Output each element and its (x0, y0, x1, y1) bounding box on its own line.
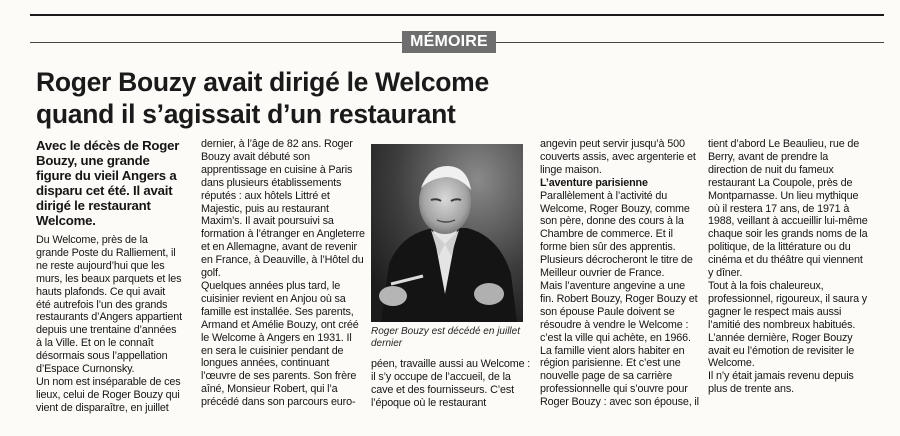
portrait-photo (371, 144, 523, 322)
paragraph: angevin peut servir jusqu’à 500 couverts assis, avec argenterie et linge maison. (540, 138, 696, 176)
paragraph: Du Welcome, près de la grande Poste du Ralliement, il ne reste aujourd’hui que les murs, les beaux parquets et les hauts plafonds. Ce qui avait été autrefois l’un des grands restaurants d’Angers appartient depuis une trentaine d’années à la Ville. Et on le connaît désormais sous l’appellation d’Espace Curnonsky. (36, 234, 182, 376)
article-column-4 (540, 138, 700, 409)
photo-caption: Roger Bouzy est décédé en juillet dernier (371, 326, 520, 349)
paragraph: dernier, à l’âge de 82 ans. Roger Bouzy avait débuté son apprentissage en cuisine à Paris dans plusieurs établissements réputés : aux hôtels Littré et Majestic, puis au restaurant Maxim’s. Il avait poursuivi sa formation à l’étranger en Angleterre et en Allemagne, avant de revenir en France, à Deauville, à l’Hôtel du golf. (201, 138, 365, 280)
article-headline (36, 66, 596, 130)
article-column-5 (708, 138, 868, 396)
subheading: L’aventure parisienne (540, 176, 648, 189)
article-chapeau: Avec le décès de Roger Bouzy, une grande figure du vieil Angers a disparu cet été. Il avait dirigé le restaurant Welcome. (36, 138, 180, 228)
paragraph: péen, travaille aussi au Welcome : il s’y occupe de l’accueil, de la cave et des fournisseurs. C’est l’époque où le restaurant (371, 358, 531, 409)
paragraph: Tout à la fois chaleureux, professionnel, rigoureux, il saura y gagner le respect mais aussi l’amitié des nombreux habitués. (708, 279, 868, 331)
paragraph: Parallèlement à l’activité du Welcome, Roger Bouzy, comme son père, donne des cours à la Chambre de commerce. Et il forme bien sûr des apprentis. Plusieurs décrocheront le titre de Meilleur ouvrier de France. (540, 189, 693, 280)
portrait-illustration (371, 144, 523, 322)
headline-line-1: Roger Bouzy avait dirigé le Welcome (36, 67, 489, 97)
paragraph: L’année dernière, Roger Bouzy avait eu l’émotion de revisiter le Welcome. (708, 331, 855, 370)
section-rubric: MÉMOIRE (402, 31, 496, 53)
paragraph: Un nom est inséparable de ces lieux, celui de Roger Bouzy qui vient de disparaître, en juillet (36, 375, 181, 414)
article-column-2 (201, 138, 365, 409)
article-column-3 (371, 358, 531, 410)
paragraph: Quelques années plus tard, le cuisinier revient en Anjou où sa famille est installée. Ses parents, Armand et Amélie Bouzy, ont créé le Welcome à Angers en 1931. Il en sera le cuisinier pendant de longues années, continuant l’œuvre de ses parents. Son frère aîné, Monsieur Robert, qui l’a précédé dans son parcours euro- (201, 279, 359, 409)
paragraph: Mais l’aventure angevine a une fin. Robert Bouzy, Roger Bouzy et son épouse Paule doivent se résoudre à vendre le Welcome : c’est la ville qui achète, en 1966. La famille vient alors habiter en région parisienne. Et c’est une nouvelle page de sa carrière professionnelle qui s’ouvre pour Roger Bouzy : avec son épouse, il (540, 279, 699, 409)
paragraph: tient d’abord Le Beaulieu, rue de Berry, avant de prendre la direction de nuit du fameux restaurant La Coupole, près de Montparnasse. Un lieu mythique où il restera 17 ans, de 1971 à 1988, veillant à accueillir lui-même chaque soir les grands noms de la politique, de la littérature ou du cinéma et du théâtre qui viennent y dîner. (708, 138, 868, 280)
article-column-1 (36, 138, 182, 415)
top-border-line (30, 14, 884, 16)
headline-line-2: quand il s’agissait d’un restaurant (36, 99, 456, 129)
paragraph: Il n’y était jamais revenu depuis plus de trente ans. (708, 370, 854, 396)
